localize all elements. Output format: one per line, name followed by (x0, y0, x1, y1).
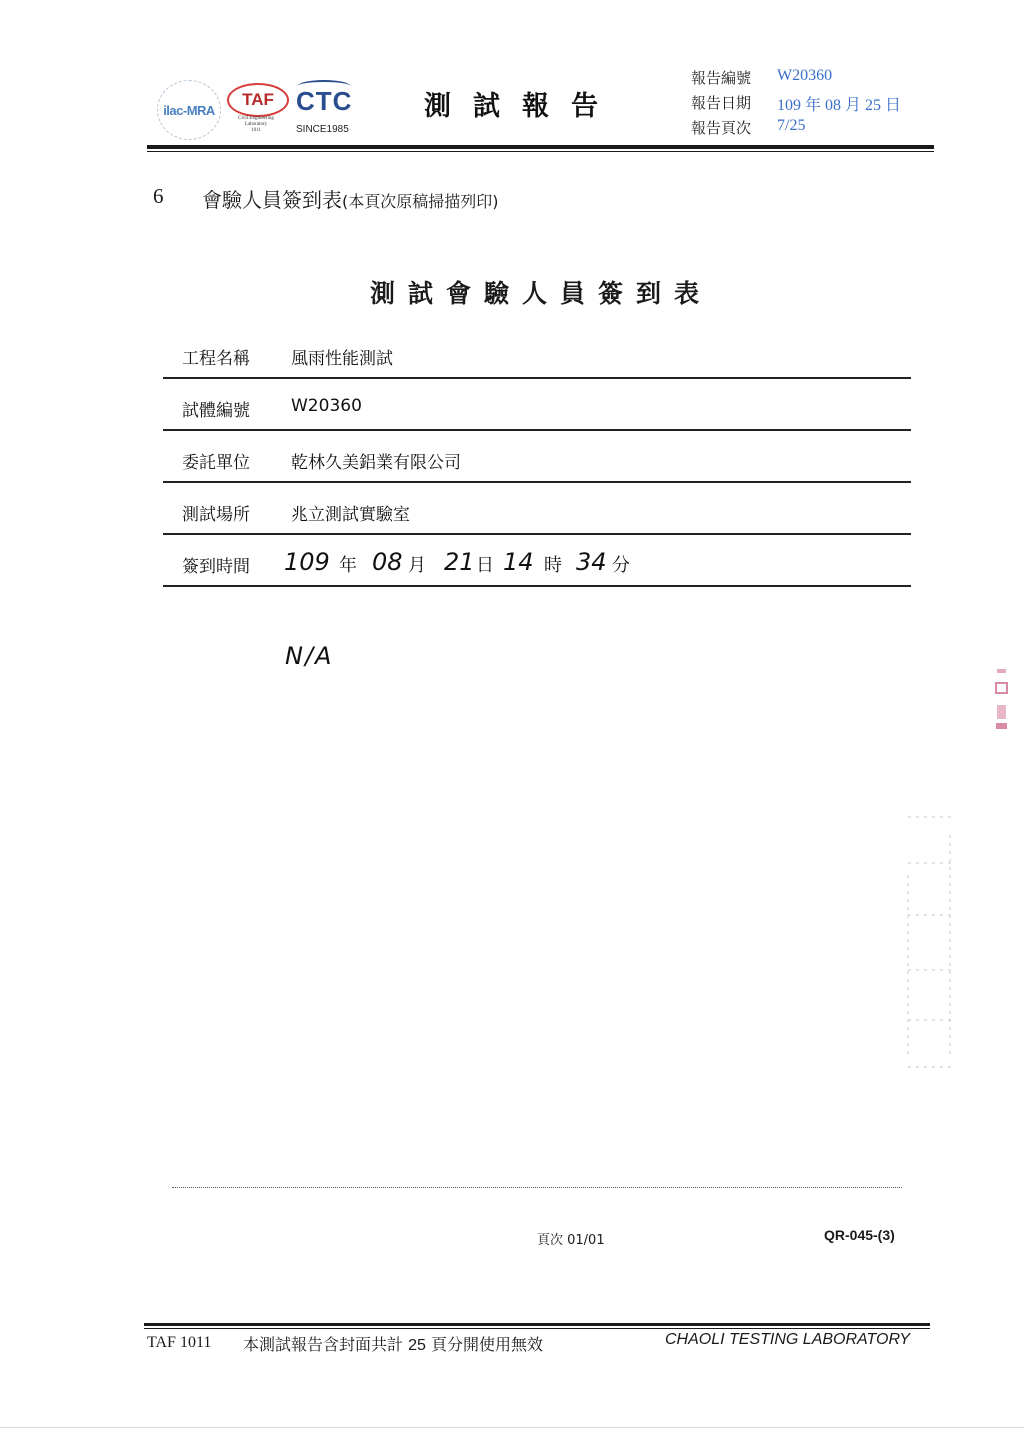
row-test-site-label: 測試場所 (182, 505, 250, 525)
ilac-mra-logo (157, 80, 221, 140)
validity-note-suffix: 頁分開使用無效 (431, 1335, 544, 1354)
taf-logo-text: TAF (242, 90, 274, 109)
page-counter: 頁次 01/01 (537, 1233, 605, 1248)
report-no-label: 報告編號 (691, 69, 752, 87)
row-project-name-value: 風雨性能測試 (291, 349, 393, 369)
section-number: 6 (153, 184, 164, 208)
section-title-text: 會驗人員簽到表 (202, 188, 342, 212)
row-divider (163, 429, 911, 431)
handwritten-na: N/A (285, 642, 334, 670)
row-client-label: 委託單位 (182, 453, 250, 473)
scan-edge-line (0, 1427, 1024, 1428)
taf-caption-line: Civil Engineering (238, 116, 274, 121)
scan-dotted-marks (905, 815, 955, 1070)
signin-table-title: 測試會驗人員簽到表 (370, 279, 713, 308)
taf-caption-line: Laboratory (244, 122, 268, 127)
ctc-logo: CTC (296, 86, 353, 116)
report-page-label: 報告頁次 (691, 119, 752, 137)
signin-hour-unit: 時 (544, 555, 562, 576)
header-rule-thick (147, 145, 934, 149)
row-test-site-value: 兆立測試實驗室 (291, 505, 410, 525)
report-date-value: 109 年 08 月 25 日 (777, 97, 902, 114)
stamp-fragment-mark (995, 665, 1009, 735)
row-divider (163, 377, 911, 379)
lab-name: CHAOLI TESTING LABORATORY (665, 1331, 911, 1348)
taf-logo-caption (226, 116, 286, 134)
ctc-since-text: SINCE1985 (296, 124, 349, 135)
taf-accreditation-number: TAF 1011 (147, 1334, 212, 1351)
row-signin-time-label: 簽到時間 (182, 557, 250, 577)
header-rule-thin (147, 151, 934, 152)
section-title (202, 184, 499, 213)
report-no-value: W20360 (777, 67, 833, 84)
taf-caption-line: 1011 (251, 128, 261, 133)
row-specimen-no-value: W20360 (291, 396, 362, 416)
ilac-logo-text: ilac-MRA (163, 102, 215, 118)
row-specimen-no-label: 試體編號 (182, 401, 250, 421)
signin-year-handwritten: 109 (284, 548, 330, 576)
report-page-value: 7/25 (777, 117, 806, 134)
validity-note-pages: 25 (408, 1337, 426, 1354)
row-divider (163, 481, 911, 483)
row-client-value: 乾林久美鋁業有限公司 (291, 453, 461, 473)
row-divider (163, 533, 911, 535)
report-date-label: 報告日期 (691, 94, 752, 112)
report-title: 測試報告 (424, 91, 620, 122)
taf-logo (227, 83, 289, 117)
signin-hour-handwritten: 14 (503, 548, 534, 576)
footer-dotted-line (172, 1187, 902, 1188)
row-divider (163, 585, 911, 587)
row-project-name-label: 工程名稱 (182, 349, 250, 369)
signin-month-handwritten: 08 (372, 548, 403, 576)
signin-day-handwritten: 21 (444, 548, 475, 576)
form-number: QR-045-(3) (824, 1227, 895, 1243)
signin-minute-handwritten: 34 (576, 548, 607, 576)
validity-note-prefix: 本測試報告含封面共計 (243, 1335, 404, 1354)
signin-year-unit: 年 (339, 555, 357, 576)
validity-note (243, 1332, 543, 1355)
footer-rule-thick (144, 1323, 930, 1326)
footer-rule-thin (144, 1328, 930, 1329)
signin-day-unit: 日 (476, 555, 494, 576)
section-note: (本頁次原稿掃描列印) (342, 192, 499, 211)
signin-minute-unit: 分 (612, 555, 630, 576)
signin-month-unit: 月 (408, 555, 426, 576)
